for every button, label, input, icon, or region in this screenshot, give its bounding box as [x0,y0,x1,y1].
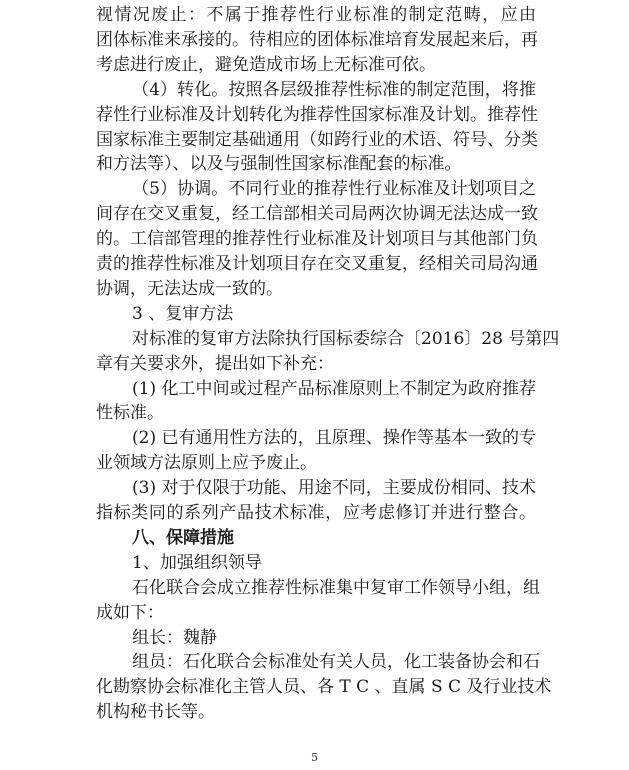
paragraph-line: 视情况废止：不属于推荐性行业标准的制定范畴，应由 [96,5,536,25]
paragraph-line: 化勘察协会标准化主管人员、各 T C 、直属 S C 及行业技术 [96,677,552,698]
section-heading: 八、保障措施 [132,527,234,548]
paragraph-line: 荐性行业标准及计划转化为推荐性国家标准及计划。推荐性 [96,104,538,125]
paragraph-line: （5）协调。不同行业的推荐性行业标准及计划项目之 [132,179,536,200]
paragraph-line: 组长：魏静 [132,627,217,648]
paragraph-line: 考虑进行废止，避免造成市场上无标准可依。 [96,54,436,75]
paragraph-line: 指标类同的系列产品技术标准，应考虑修订并进行整合。 [96,503,536,523]
paragraph-line: 和方法等）、以及与强制性国家标准配套的标准。 [96,154,462,175]
paragraph-line: (3) 对于仅限于功能、用途不同，主要成份相同、技术 [132,478,536,499]
paragraph-line: （4）转化。按照各层级推荐性标准的制定范围，将推 [132,79,536,100]
section-subheading: 3 、复审方法 [132,303,234,324]
paragraph-line: 机构秘书长等。 [96,702,215,723]
paragraph-line: (1) 化工中间或过程产品标准原则上不制定为政府推荐 [132,378,536,399]
paragraph-line: 成如下： [96,602,164,623]
page-number: 5 [311,751,318,764]
paragraph-line: 组员：石化联合会标准处有关人员，化工装备协会和石 [132,652,540,673]
section-subheading: 1、加强组织领导 [132,552,262,573]
paragraph-line: 间存在交叉重复，经工信部相关司局两次协调无法达成一致 [96,204,538,225]
paragraph-line: 的。工信部管理的推荐性行业标准及计划项目与其他部门负 [96,229,538,250]
paragraph-line: 业领域方法原则上应予废止。 [96,453,317,474]
paragraph-line: 章有关要求外，提出如下补充： [96,353,334,374]
paragraph-line: 对标准的复审方法除执行国标委综合〔2016〕28 号第四 [132,328,560,349]
paragraph-line: 协调，无法达成一致的。 [96,278,283,299]
paragraph-line: 性标准。 [96,403,164,424]
paragraph-line: 团体标准来承接的。待相应的团体标准培育发展起来后，再 [96,29,538,50]
paragraph-line: 责的推荐性标准及计划项目存在交叉重复，经相关司局沟通 [96,254,538,274]
paragraph-line: 石化联合会成立推荐性标准集中复审工作领导小组，组 [132,577,540,598]
paragraph-line: (2) 已有通用性方法的，且原理、操作等基本一致的专 [132,428,536,449]
paragraph-line: 国家标准主要制定基础通用（如跨行业的术语、符号、分类 [96,129,538,150]
